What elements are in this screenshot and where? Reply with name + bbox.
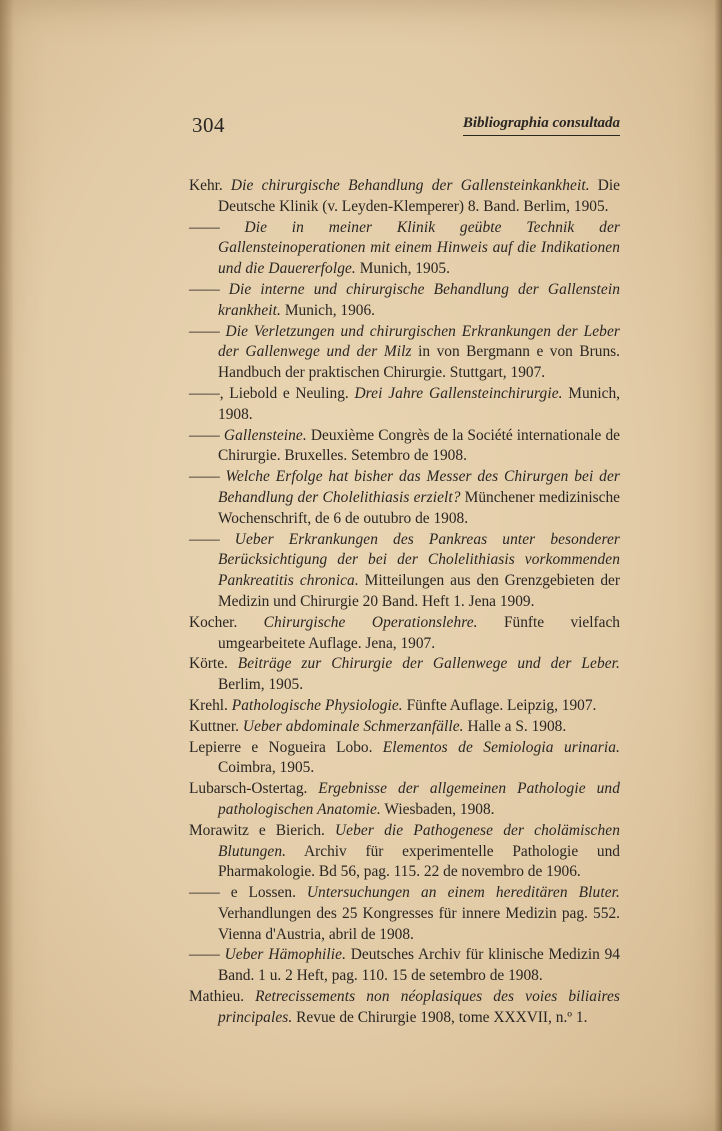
entry-author: Kuttner. (189, 717, 243, 735)
entry-title: Retrecissements non néoplasiques des voies biliaires principales. (218, 988, 620, 1026)
entry-publication: Coimbra, 1905. (218, 759, 315, 777)
entry-publication: Revue de Chirurgie 1908, tome XXXVII, n.º 1. (292, 1008, 588, 1026)
entry-title: Die Verletzungen und chirurgischen Erkrankungen der Leber der Gallenwege und der Milz (218, 322, 620, 361)
bibliography-entry (189, 654, 620, 696)
bibliography-list (189, 176, 620, 1029)
entry-author: —— (189, 468, 226, 486)
entry-author: —— (189, 280, 229, 298)
bibliography-entry (189, 530, 620, 613)
entry-title: Ueber Hämophilie. (224, 946, 347, 964)
bibliography-entry (189, 883, 620, 945)
entry-title: Chirurgische Operationslehre. (263, 613, 478, 631)
entry-publication: Munich, 1905. (355, 260, 450, 278)
bibliography-entry (189, 467, 620, 529)
entry-title: Pathologische Physiologie. (231, 696, 403, 714)
entry-title: Die in meiner Klinik geübte Technik der Gallensteinoperationen mit einem Hinweis auf die Indikationen und die Dauererfolge. (218, 218, 620, 278)
entry-title: Die chirurgische Behandlung der Gallensteinkankheit. (230, 177, 590, 194)
page-gutter-shadow (0, 0, 14, 1131)
page-header (192, 113, 620, 139)
bibliography-entry (189, 821, 620, 883)
entry-publication: Munich, 1906. (280, 301, 376, 319)
bibliography-entry (189, 322, 620, 384)
bibliography-entry (189, 717, 620, 738)
bibliography-entry (189, 613, 620, 655)
entry-publication: Munich, 1908. (218, 384, 620, 423)
entry-author: Kocher. (189, 613, 264, 631)
entry-title: Ueber Erkrankungen des Pankreas unter besonderer Berücksichtigung der bei der Cholelithiasis vorkommenden Pankreatitis chronica. (218, 530, 620, 590)
bibliography-entry (189, 696, 620, 717)
entry-author: —— (189, 426, 224, 444)
entry-publication: Die Deutsche Klinik (v. Leyden-Klemperer) 8. Band. Berlim, 1905. (218, 177, 620, 215)
entry-title: Welche Erfolge hat bisher das Messer des Chirurgen bei der Behandlung der Cholelithiasis erzielt? (218, 468, 620, 506)
entry-author: Mathieu. (189, 988, 256, 1006)
entry-author: Lubarsch-Ostertag. (189, 780, 319, 798)
entry-title: Elementos de Semiologia urinaria. (382, 738, 620, 756)
entry-title: Drei Jahre Gallensteinchirurgie. (354, 384, 563, 402)
bibliography-entry (189, 738, 620, 780)
entry-author: Kehr. (189, 177, 231, 194)
entry-publication: Deuxième Congrès de la Société internationale de Chirurgie. Bruxelles. Setembro de 1908. (218, 426, 620, 465)
entry-title: Gallensteine. (223, 426, 307, 444)
bibliography-entry (189, 779, 620, 821)
bibliography-entry (189, 426, 620, 468)
page-edge-shadow (714, 0, 722, 1131)
bibliography-entry (189, 384, 620, 426)
bibliography-entry (189, 218, 620, 280)
entry-publication: Fünfte Auflage. Leipzig, 1907. (402, 696, 597, 714)
entry-author: —— (189, 322, 226, 340)
entry-publication: Archiv für experimentelle Pathologie und Pharmakologie. Bd 56, pag. 115. 22 de novembro de 1906. (218, 842, 620, 881)
entry-publication: Berlim, 1905. (218, 676, 304, 694)
entry-title: Die interne und chirurgische Behandlung der Gallenstein krankheit. (218, 280, 620, 319)
entry-publication: in von Bergmann e von Bruns. Handbuch der praktischen Chirurgie. Stuttgart, 1907. (218, 343, 620, 382)
entry-author: Körte. (189, 655, 238, 673)
bibliography-entry (189, 987, 620, 1029)
entry-author: Morawitz e Bierich. (189, 821, 335, 839)
bibliography-entry (189, 176, 620, 218)
entry-title: Ueber abdominale Schmerzanfälle. (242, 717, 464, 735)
running-title: Bibliographia consultada (463, 115, 620, 136)
entry-title: Beiträge zur Chirurgie der Gallenwege und der Leber. (237, 655, 620, 673)
entry-publication: Münchener medizinische Wochenschrift, de 6 de outubro de 1908. (218, 488, 620, 527)
entry-author: Lepierre e Nogueira Lobo. (189, 738, 383, 756)
entry-title: Untersuchungen an einem hereditären Bluter. (306, 884, 620, 902)
page-number: 304 (192, 113, 225, 137)
bibliography-entry (189, 945, 620, 987)
entry-author: —— (189, 946, 225, 964)
entry-author: —— (189, 218, 245, 236)
entry-publication: Wiesbaden, 1908. (380, 800, 495, 818)
entry-publication: Fünfte vielfach umgearbeitete Auflage. Jena, 1907. (218, 613, 621, 652)
entry-publication: Mitteilungen aus den Grenzgebieten der Medizin und Chirurgie 20 Band. Heft 1. Jena 1909. (218, 572, 620, 610)
entry-author: —— (189, 530, 235, 548)
entry-author: Krehl. (189, 696, 232, 714)
entry-author: —— e Lossen. (189, 884, 307, 902)
bibliography-entry (189, 280, 620, 322)
entry-title: Ueber die Pathogenese der cholämischen Blutungen. (218, 821, 621, 860)
entry-title: Ergebnisse der allgemeinen Pathologie und pathologischen Anatomie. (218, 780, 620, 818)
entry-author: ——, Liebold e Neuling. (189, 384, 355, 402)
entry-publication: Verhandlungen des 25 Kongresses für innere Medizin pag. 552. Vienna d'Austria, abril de 1908. (218, 904, 620, 943)
entry-publication: Deutsches Archiv für klinische Medizin 94 Band. 1 u. 2 Heft, pag. 110. 15 de setembro de 1908. (218, 946, 620, 985)
entry-publication: Halle a S. 1908. (463, 717, 567, 735)
